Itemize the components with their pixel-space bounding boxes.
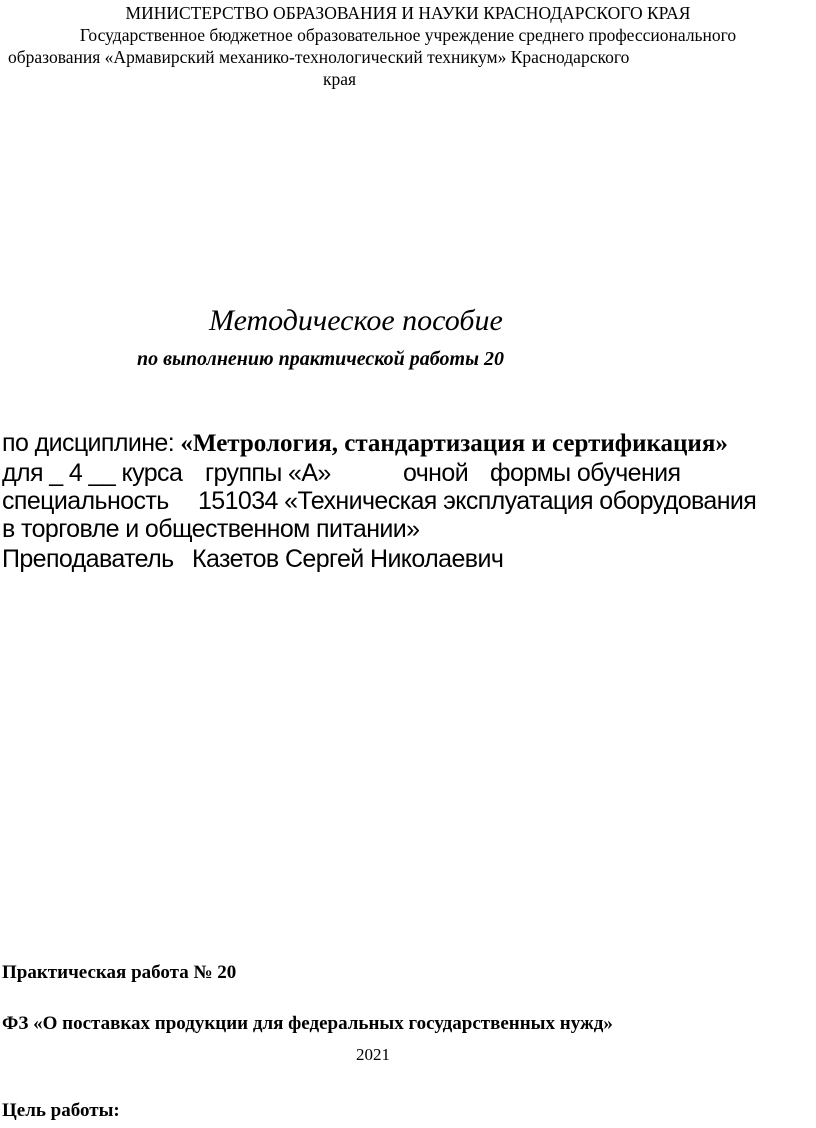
institution-line-3: края xyxy=(323,69,357,89)
goal-label: Цель работы: xyxy=(2,1100,120,1121)
practical-work-title: Практическая работа № 20 xyxy=(2,962,237,983)
discipline-label: по дисциплине: xyxy=(2,429,181,457)
study-form-suffix: формы обучения xyxy=(490,459,681,487)
teacher-name: Казетов Сергей Николаевич xyxy=(192,545,504,573)
discipline-line xyxy=(2,429,728,458)
specialty-label: специальность xyxy=(2,487,169,515)
year: 2021 xyxy=(356,1045,390,1064)
institution-line-1: Государственное бюджетное образовательное учреждение среднего профессионального xyxy=(79,25,737,45)
document-title: Методическое пособие xyxy=(209,304,503,337)
group-value: группы «А» xyxy=(205,459,331,487)
ministry-line: МИНИСТЕРСТВО ОБРАЗОВАНИЯ И НАУКИ КРАСНОДАРСКОГО КРАЯ xyxy=(125,3,691,23)
discipline-value: «Метрология, стандартизация и сертификация» xyxy=(180,430,728,457)
specialty-continuation: в торговле и общественном питании» xyxy=(2,515,420,543)
teacher-label: Преподаватель xyxy=(2,545,174,573)
document-subtitle: по выполнению практической работы 20 xyxy=(137,348,504,370)
study-form: очной xyxy=(403,459,469,487)
institution-line-2: образования «Армавирский механико-технологический техникум» Краснодарского xyxy=(8,47,630,67)
law-title: ФЗ «О поставках продукции для федеральных государственных нужд» xyxy=(2,1013,613,1034)
course-prefix: для _ 4 __ курса xyxy=(2,459,183,487)
specialty-value: 151034 «Техническая эксплуатация оборудования xyxy=(198,487,757,515)
